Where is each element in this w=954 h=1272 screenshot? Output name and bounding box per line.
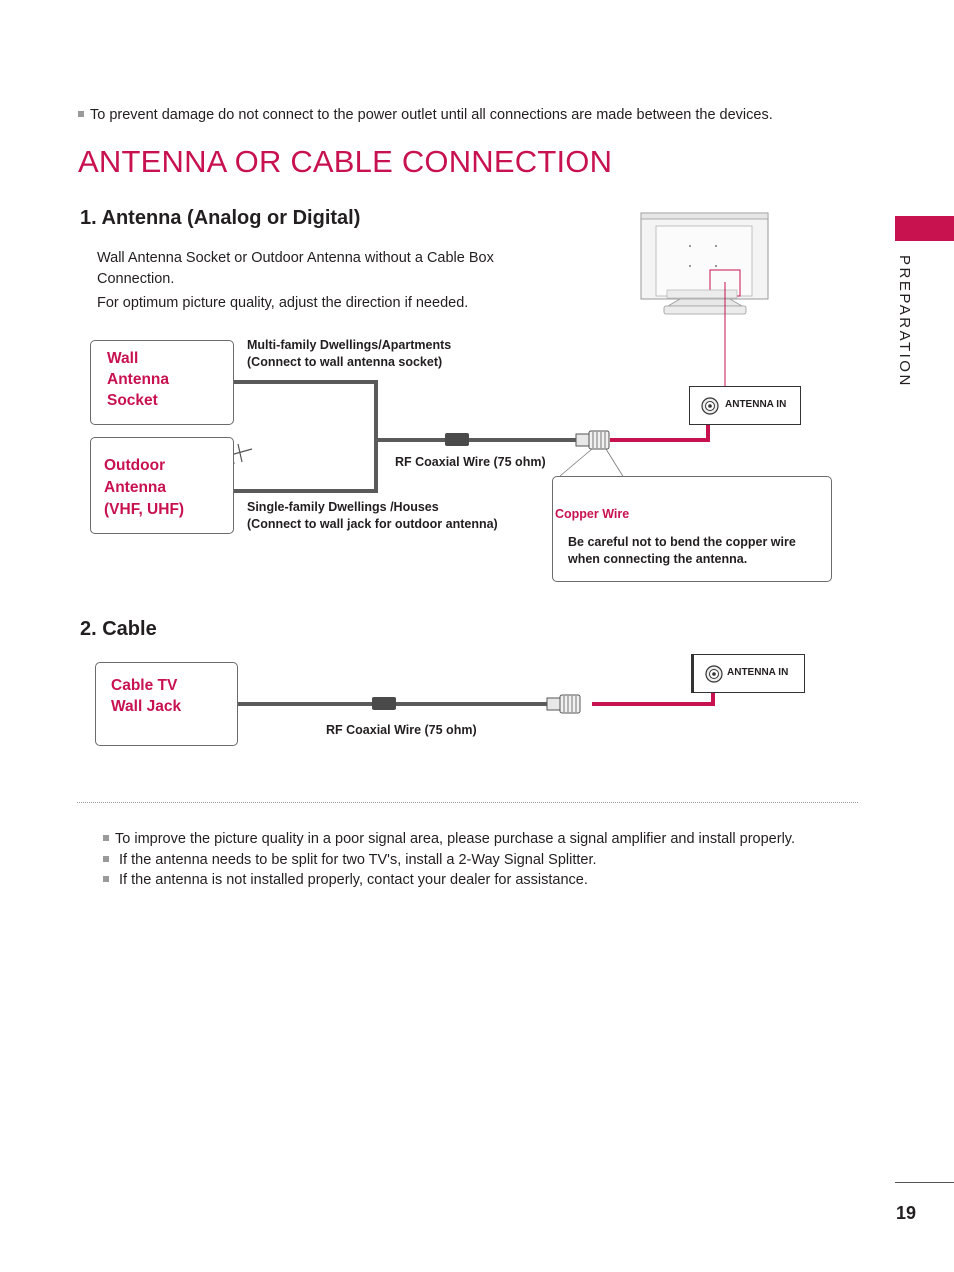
antenna-in-label: ANTENNA IN (725, 399, 787, 410)
ferrite-core-icon (445, 433, 469, 446)
note-item (103, 829, 795, 850)
section-antenna-heading: 1. Antenna (Analog or Digital) (80, 207, 361, 229)
cable-wall-jack-label (111, 675, 181, 717)
single-family-label (247, 499, 498, 533)
single-family-line-1: Single-family Dwellings /Houses (247, 500, 439, 514)
page-number: 19 (896, 1203, 917, 1223)
single-family-line-2: (Connect to wall jack for outdoor antenna) (247, 517, 498, 531)
rf-wire-label-2: RF Coaxial Wire (75 ohm) (326, 723, 477, 737)
rf-wire-label: RF Coaxial Wire (75 ohm) (395, 455, 546, 469)
copper-wire-label: Copper Wire (555, 507, 630, 521)
cable-label-line-2: Wall Jack (111, 698, 182, 715)
note-item (103, 850, 795, 871)
multi-family-line-1: Multi-family Dwellings/Apartments (247, 338, 452, 352)
antenna-port-icon-2 (704, 664, 724, 684)
ferrite-core-icon-2 (372, 697, 396, 710)
antenna-in-port (689, 386, 801, 425)
multi-family-label (247, 337, 451, 371)
description-line-2: Connection. (97, 271, 175, 287)
antenna-in-port-2 (691, 654, 805, 693)
f-connector-icon-2 (547, 695, 580, 713)
bottom-notes (103, 829, 795, 891)
wall-label-line-2: Antenna (107, 371, 169, 388)
note-text: If the antenna is not installed properly, contact your dealer for assistance. (119, 872, 588, 888)
bullet-icon (103, 835, 109, 841)
f-connector-icon (576, 431, 609, 449)
caution-text (568, 534, 796, 568)
caution-line-1: Be careful not to bend the copper wire (568, 535, 796, 549)
description-line-3: For optimum picture quality, adjust the direction if needed. (97, 295, 469, 311)
note-item (103, 870, 795, 891)
note-text: To improve the picture quality in a poor signal area, please purchase a signal amplifier and install properly. (115, 831, 795, 847)
outdoor-label-line-1: Outdoor (104, 457, 166, 474)
tv-rear-icon (641, 213, 768, 314)
top-note-text: To prevent damage do not connect to the power outlet until all connections are made between the devices. (90, 107, 773, 123)
cable-label-line-1: Cable TV (111, 677, 178, 694)
multi-family-line-2: (Connect to wall antenna socket) (247, 355, 443, 369)
wall-label-line-3: Socket (107, 392, 158, 409)
side-tab-marker (895, 216, 954, 241)
side-tab-label: PREPARATION (896, 255, 913, 388)
antenna-port-icon (700, 396, 720, 416)
outdoor-label-line-3: (VHF, UHF) (104, 501, 185, 518)
separator (77, 802, 858, 803)
antenna-in-label-2: ANTENNA IN (727, 667, 789, 678)
bullet-icon (103, 876, 109, 882)
section-cable-heading: 2. Cable (80, 618, 157, 640)
caution-line-2: when connecting the antenna. (568, 552, 748, 566)
wall-antenna-label (107, 348, 169, 411)
description-line-1: Wall Antenna Socket or Outdoor Antenna without a Cable Box (97, 250, 494, 266)
bullet-icon (103, 856, 109, 862)
note-text: If the antenna needs to be split for two TV's, install a 2-Way Signal Splitter. (119, 851, 597, 868)
wall-label-line-1: Wall (107, 350, 139, 367)
outdoor-label-line-2: Antenna (104, 479, 166, 496)
outdoor-antenna-label (104, 455, 184, 521)
page-title: ANTENNA OR CABLE CONNECTION (78, 144, 613, 179)
page-number-rule (895, 1182, 954, 1183)
